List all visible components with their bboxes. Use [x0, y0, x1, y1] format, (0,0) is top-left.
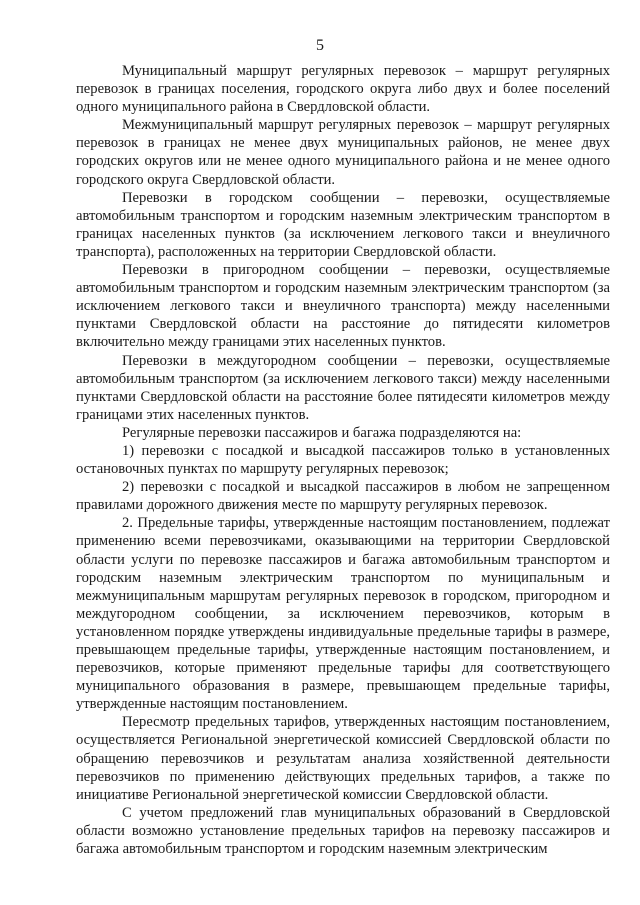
paragraph-intermunicipal-route: Межмуниципальный маршрут регулярных перевозок – маршрут регулярных перевозок в границах не менее двух муниципальных районов, не менее двух городских округов или не менее одного муниципального района и не менее одного городского округа Свердловской области. — [76, 117, 610, 188]
paragraph-regular-transport-types: Регулярные перевозки пассажиров и багажа подразделяются на: — [122, 424, 522, 441]
paragraph-tariff-revision: Пересмотр предельных тарифов, утвержденных настоящим постановлением, осуществляется Региональной энергетической комиссией Свердловской области по обращению перевозчиков и результатам анализа хозяйственной деятельности перевозчиков по применению действующих предельных тарифов, а также по инициативе Региональной энергетической комиссии Свердловской области. — [76, 714, 610, 803]
paragraph-section-2-tariffs: 2. Предельные тарифы, утвержденные настоящим постановлением, подлежат применению всеми перевозчиками, оказывающими на территории Свердловской области услуги по перевозке пассажиров и багажа автомобильным транспортом и городским наземным электрическим транспортом по муниципальным и межмуниципальным маршрутам регулярных перевозок в городском, пригородном и междугородном сообщении, за исключением перевозчиков, которым в установленном порядке утверждены индивидуальные предельные тарифы в размере, превышающем предельные тарифы, утвержденные настоящим постановлением, и перевозчиков, которые применяют предельные тарифы для соответствующего муниципального образования в размере, превышающем предельные тарифы, утвержденные настоящим постановлением. — [76, 515, 610, 713]
document-body — [76, 62, 610, 858]
paragraph-proposals: С учетом предложений глав муниципальных образований в Свердловской области возможно установление предельных тарифов на перевозку пассажиров и багажа автомобильным транспортом и городским наземным электрическим — [76, 804, 610, 858]
paragraph-municipal-route: Муниципальный маршрут регулярных перевозок – маршрут регулярных перевозок в границах поселения, городского округа либо двух и более поселений одного муниципального района в Свердловской области. — [76, 63, 610, 116]
page-number: 5 — [316, 37, 324, 54]
list-item-1: 1) перевозки с посадкой и высадкой пассажиров только в установленных остановочных пунктах по маршруту регулярных перевозок; — [76, 442, 610, 478]
paragraph-urban-transport: Перевозки в городском сообщении – перевозки, осуществляемые автомобильным транспортом и городским наземным электрическим транспортом в границах населенных пунктов (за исключением легкового такси и внеуличного транспорта), расположенных на территории Свердловской области. — [76, 189, 610, 260]
paragraph-intercity-transport: Перевозки в междугородном сообщении – перевозки, осуществляемые автомобильным транспортом (за исключением легкового такси) между населенными пунктами Свердловской области на расстояние более пятидесяти километров между границами этих населенных пунктов. — [76, 352, 610, 423]
paragraph-suburban-transport: Перевозки в пригородном сообщении – перевозки, осуществляемые автомобильным транспортом и городским наземным электрическим транспортом (за исключением легкового такси и внеуличного транспорта) между населенными пунктами Свердловской области на расстояние до пятидесяти километров включительно между границами этих населенных пунктов. — [76, 262, 610, 351]
list-item-2: 2) перевозки с посадкой и высадкой пассажиров в любом не запрещенном правилами дорожного движения месте по маршруту регулярных перевозок. — [76, 479, 610, 514]
